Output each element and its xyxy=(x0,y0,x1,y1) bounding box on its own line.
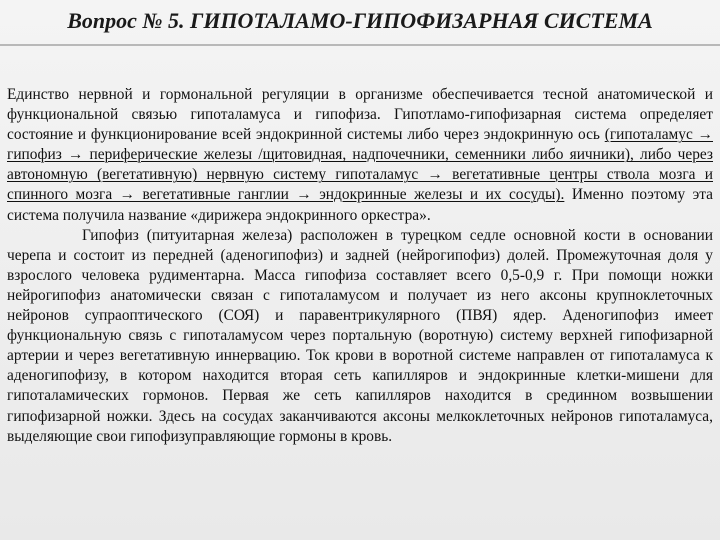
paragraph-regulation-outro: Именно поэтому эта система получила название «дирижера эндокринного оркестра». xyxy=(7,186,713,224)
paragraph-regulation-axes: (гипоталамус → гипофиз → периферические железы /щитовидная, надпочечники, семенники либо яичники), либо через автономную (вегетативную) нервную систему гипоталамус → вегетативные центры ствола мозга и спинного мозга → вегетативные ганглии → эндокринные железы и их сосуды). xyxy=(7,126,713,204)
slide-title: Вопрос № 5. ГИПОТАЛАМО-ГИПОФИЗАРНАЯ СИСТЕМА xyxy=(67,8,653,33)
paragraph-regulation xyxy=(7,85,713,226)
title-band xyxy=(0,0,720,50)
title-divider xyxy=(0,44,720,46)
paragraph-regulation-intro: Единство нервной и гормональной регуляции в организме обеспечивается тесной анатомической и функциональной связью гипоталамуса и гипофиза. Гипотламо-гипофизарная система определяет состояние и функционирование всей эндокринной системы либо через эндокринную ось xyxy=(7,86,713,144)
content-body xyxy=(7,85,713,537)
paragraph-hypophysis: Гипофиз (питуитарная железа) расположен в турецком седле основной кости в основании черепа и состоит из передней (аденогипофиз) и задней (нейрогипофиз) долей. Промежуточная доля у взрослого человека рудиментарна. Масса гипофиза составляет всего 0,5-0,9 г. При помощи ножки нейрогипофиз анатомически связан с гипоталамусом и получает из него аксоны крупноклеточных нейронов супраоптического (СОЯ) и паравентрикулярного (ПВЯ) ядер. Аденогипофиз имеет функциональную связь с гипоталамусом через портальную (воротную) систему верхней гипофизарной артерии и через вегетативную иннервацию. Ток крови в воротной системе направлен от гипоталамуса к аденогипофизу, в котором находится вторая сеть капилляров и эндокринные клетки-мишени для гипоталамических гормонов. Первая же сеть капилляров находится в срединном возвышении гипофизарной ножки. Здесь на сосудах заканчиваются аксоны мелкоклеточных нейронов гипоталамуса, выделяющие свои гипофизуправляющие гормоны в кровь. xyxy=(7,226,713,445)
